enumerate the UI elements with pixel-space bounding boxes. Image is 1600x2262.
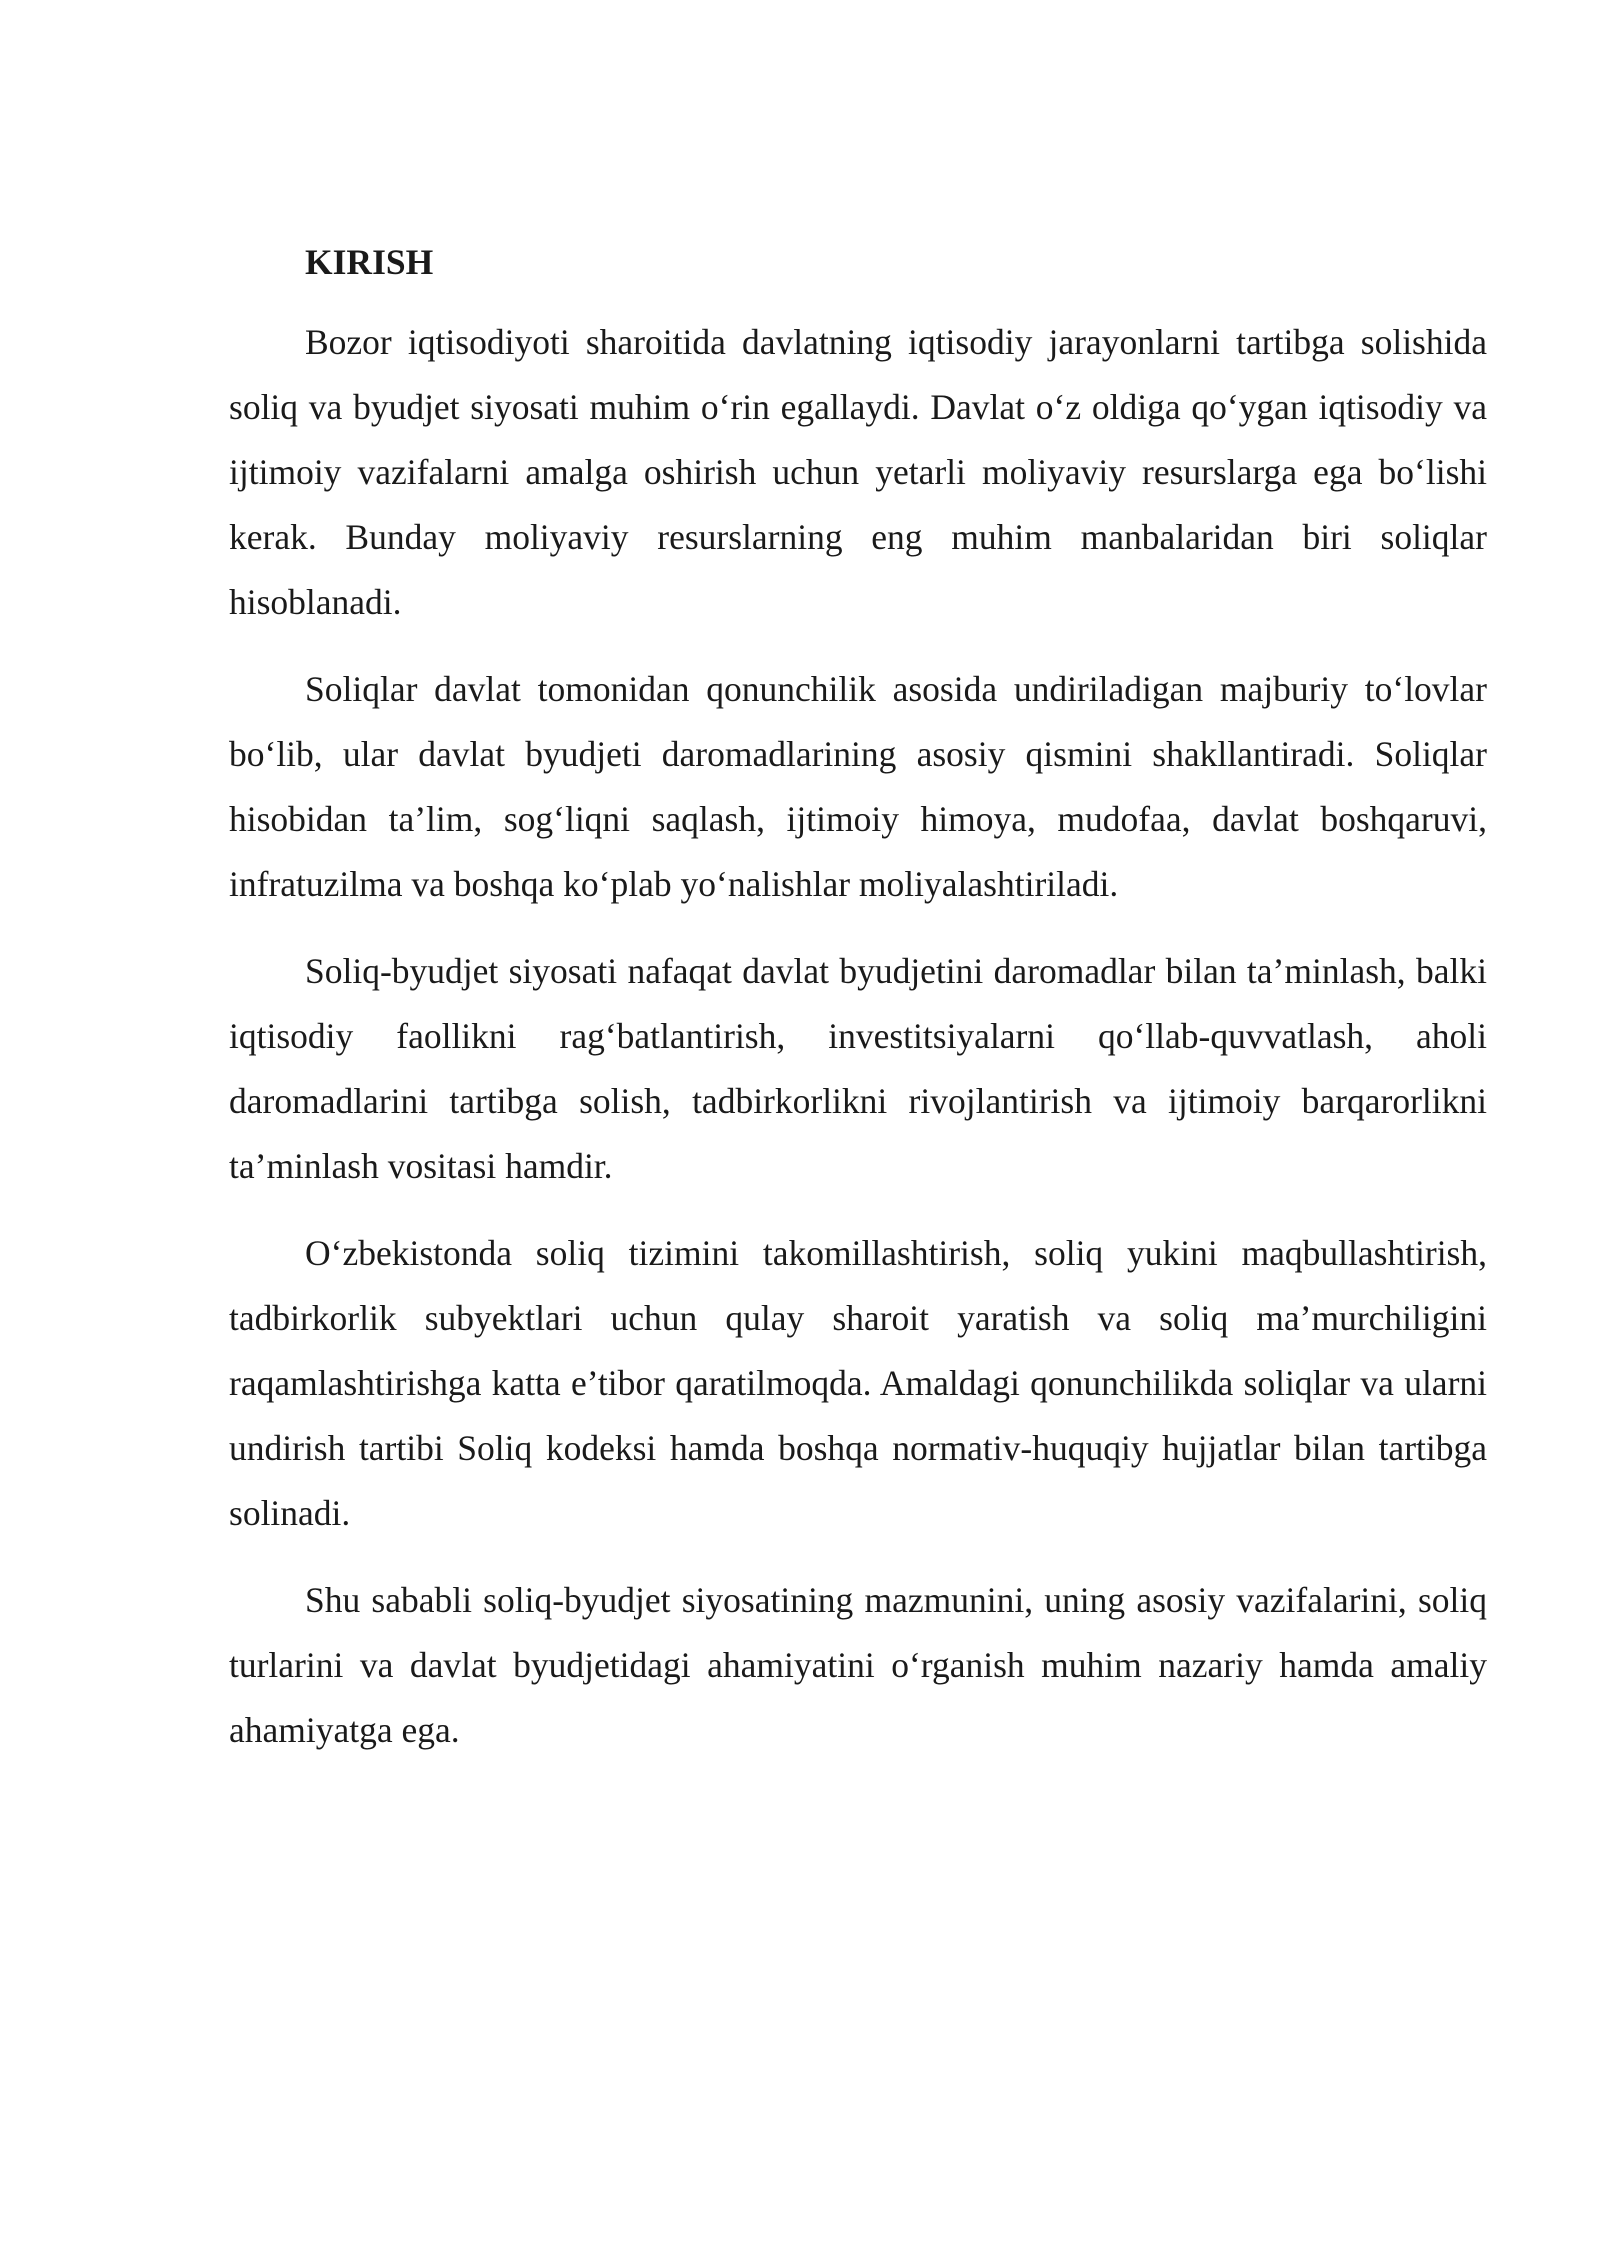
- paragraph-conclusion: Shu sababli soliq-byudjet siyosatining mazmunini, uning asosiy vazifalarini, soliq turlarini va davlat byudjetidagi ahamiyatini o‘rganish muhim nazariy hamda amaliy ahamiyatga ega.: [229, 1580, 1487, 1750]
- section-heading: KIRISH: [305, 242, 434, 282]
- paragraph-intro: Bozor iqtisodiyoti sharoitida davlatning iqtisodiy jarayonlarni tartibga solishida soliq va byudjet siyosati muhim o‘rin egallaydi. Davlat o‘z oldiga qo‘ygan iqtisodiy va ijtimoiy vazifalarni amalga oshirish uchun yetarli moliyaviy resurslarga ega bo‘lishi kerak. Bunday moliyaviy resurslarning eng muhim manbalaridan biri soliqlar hisoblanadi.: [229, 322, 1487, 622]
- paragraph-fiscal-policy: Soliq-byudjet siyosati nafaqat davlat byudjetini daromadlar bilan ta’minlash, balki iqtisodiy faollikni rag‘batlantirish, investitsiyalarni qo‘llab-quvvatlash, aholi daromadlarini tartibga solish, tadbirkorlikni rivojlantirish va ijtimoiy barqarorlikni ta’minlash vositasi hamdir.: [229, 951, 1487, 1186]
- document-body: [229, 235, 1487, 1763]
- paragraph-uzbekistan-tax-system: O‘zbekistonda soliq tizimini takomillashtirish, soliq yukini maqbullashtirish, tadbirkorlik subyektlari uchun qulay sharoit yaratish va soliq ma’murchiligini raqamlashtirishga katta e’tibor qaratilmoqda. Amaldagi qonunchilikda soliqlar va ularni undirish tartibi Soliq kodeksi hamda boshqa normativ-huquqiy hujjatlar bilan tartibga solinadi.: [229, 1233, 1487, 1533]
- paragraph-taxes-definition: Soliqlar davlat tomonidan qonunchilik asosida undiriladigan majburiy to‘lovlar bo‘lib, ular davlat byudjeti daromadlarining asosiy qismini shakllantiradi. Soliqlar hisobidan ta’lim, sog‘liqni saqlash, ijtimoiy himoya, mudofaa, davlat boshqaruvi, infratuzilma va boshqa ko‘plab yo‘nalishlar moliyalashtiriladi.: [229, 669, 1487, 904]
